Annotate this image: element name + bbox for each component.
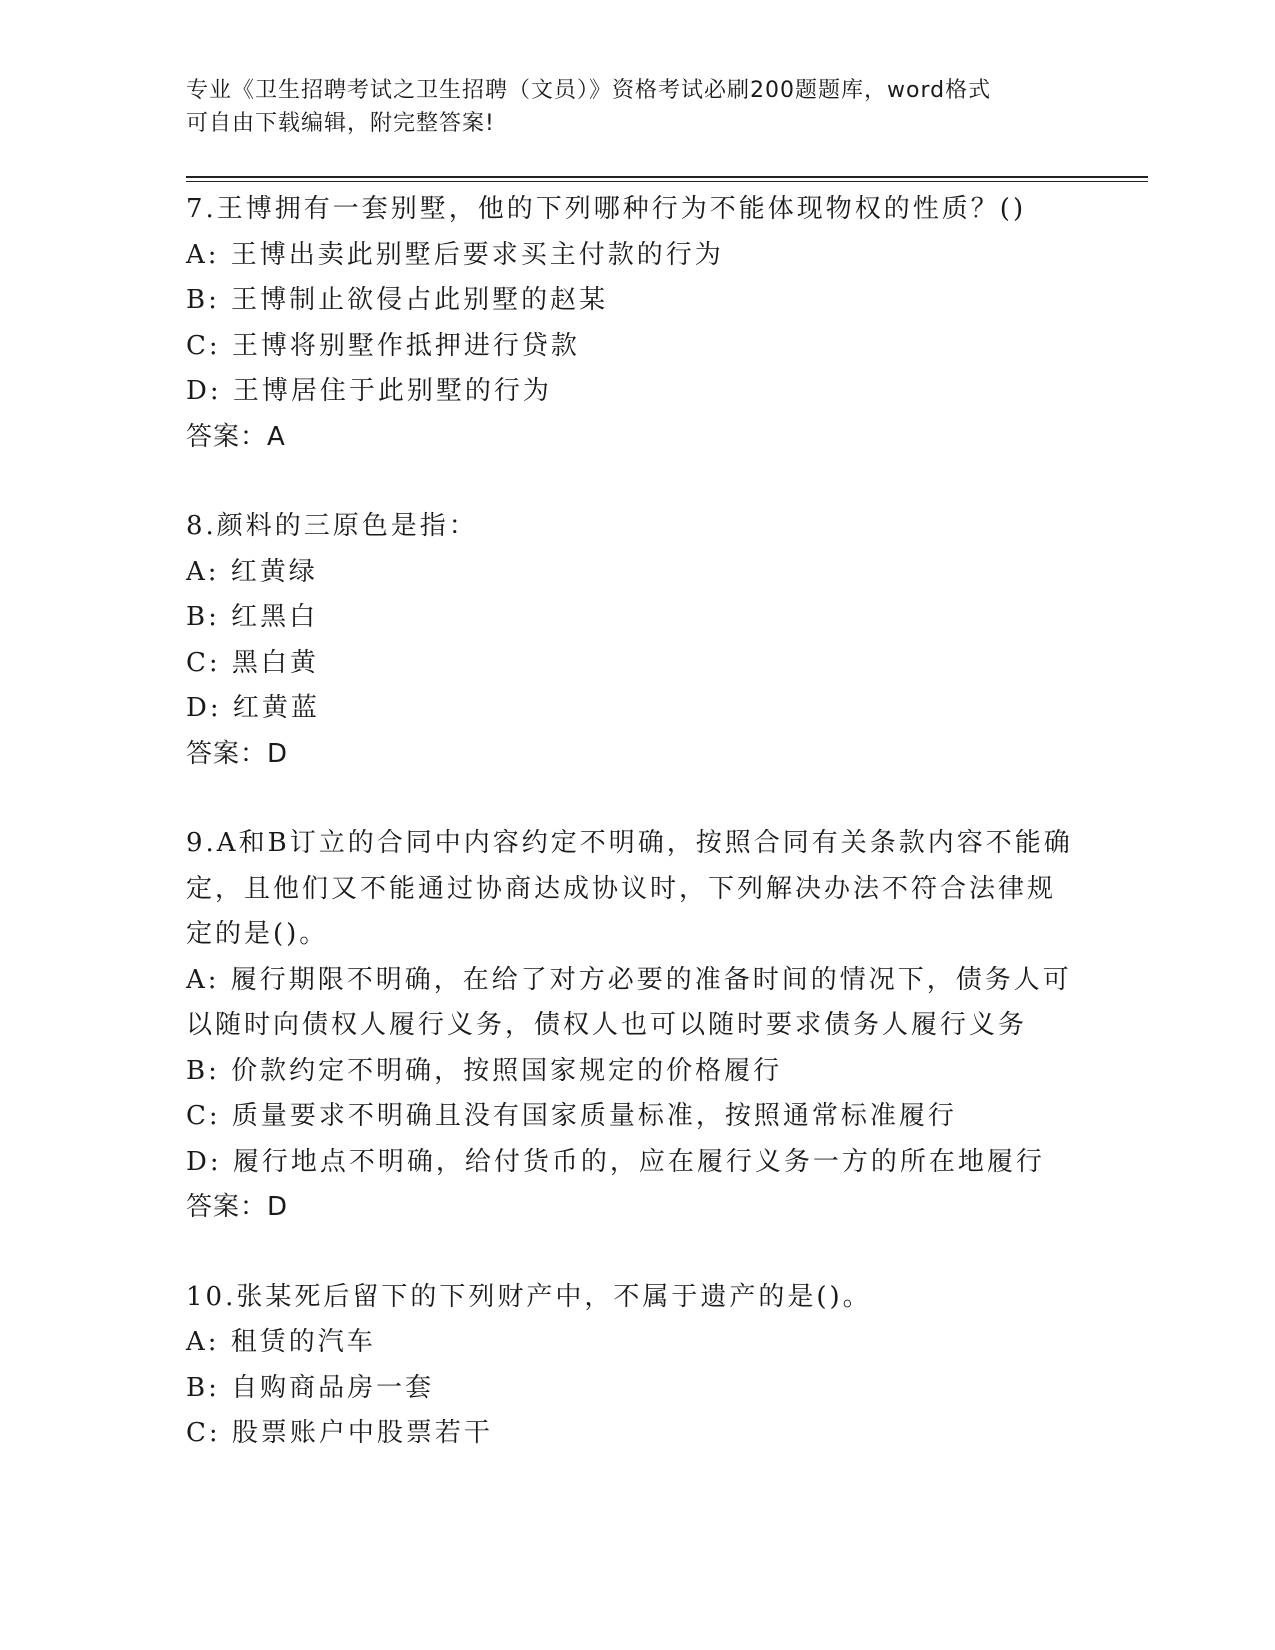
question-7 — [186, 187, 1086, 460]
option-a: A: 王博出卖此别墅后要求买主付款的行为 — [186, 239, 724, 270]
option-b: B: 红黑白 — [186, 602, 319, 632]
option-a-continued: 以随时向债权人履行义务，债权人也可以随时要求债务人履行义务 — [186, 1010, 1028, 1040]
option-b: B: 价款约定不明确，按照国家规定的价格履行 — [186, 1055, 783, 1086]
question-10 — [186, 1275, 1086, 1457]
answer: 答案：D — [186, 738, 289, 769]
question-stem: 7.王博拥有一套别墅，他的下列哪种行为不能体现物权的性质？() — [186, 194, 1027, 224]
header-divider-thin — [186, 181, 1148, 182]
question-list — [186, 187, 1086, 1501]
header-line-1: 专业《卫生招聘考试之卫生招聘（文员）》资格考试必刷200题题库，word格式 — [186, 78, 992, 103]
answer: 答案：A — [186, 421, 286, 452]
question-8 — [186, 504, 1086, 777]
option-a: A: 租赁的汽车 — [186, 1327, 376, 1357]
question-stem-line: 9.A和B订立的合同中内容约定不明确，按照合同有关条款内容不能确 — [186, 828, 1073, 858]
option-b: B: 自购商品房一套 — [186, 1372, 435, 1403]
option-c: C: 黑白黄 — [186, 647, 319, 678]
option-d: D: 红黄蓝 — [186, 693, 320, 723]
header-divider-thick — [186, 176, 1148, 178]
question-9 — [186, 821, 1086, 1231]
question-stem-line: 定，且他们又不能通过协商达成协议时，下列解决办法不符合法律规 — [186, 873, 1057, 904]
option-c: C: 股票账户中股票若干 — [186, 1418, 493, 1448]
answer: 答案：D — [186, 1192, 289, 1222]
option-d: D: 王博居住于此别墅的行为 — [186, 376, 552, 406]
option-a: A: 红黄绿 — [186, 556, 318, 587]
question-stem: 8.颜料的三原色是指： — [186, 511, 478, 541]
option-c: C: 王博将别墅作抵押进行贷款 — [186, 330, 580, 361]
option-b: B: 王博制止欲侵占此别墅的赵某 — [186, 285, 609, 315]
header-line-2: 可自由下载编辑，附完整答案! — [186, 111, 495, 136]
option-a: A: 履行期限不明确，在给了对方必要的准备时间的情况下，债务人可 — [186, 964, 1072, 995]
option-d: D: 履行地点不明确，给付货币的，应在履行义务一方的所在地履行 — [186, 1146, 1045, 1177]
question-stem: 10.张某死后留下的下列财产中，不属于遗产的是()。 — [186, 1281, 872, 1312]
question-stem-line: 定的是()。 — [186, 919, 329, 949]
option-c: C: 质量要求不明确且没有国家质量标准，按照通常标准履行 — [186, 1101, 957, 1131]
document-header — [186, 74, 1066, 140]
